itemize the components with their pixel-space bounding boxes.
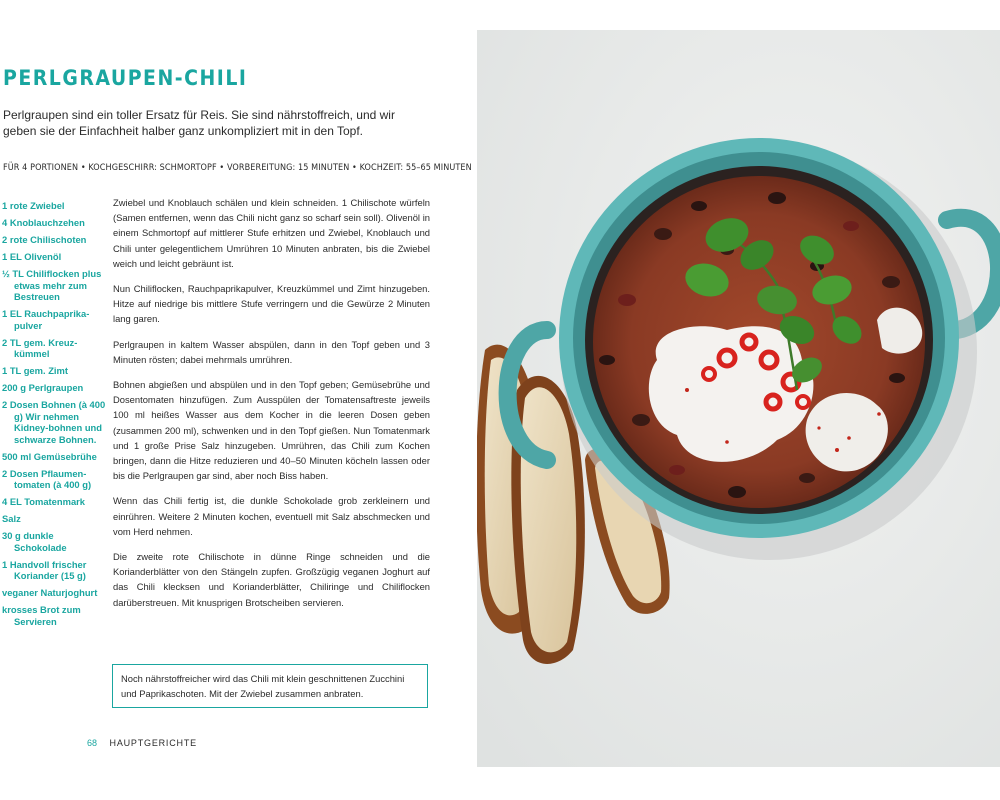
recipe-step: Zwiebel und Knoblauch schälen und klein schneiden. 1 Chilischote würfeln (Samen entfernen, wenn das Chili nicht ganz so scharf sein soll). Olivenöl in einem Schmortopf auf mittlerer Stufe erhitzen und Zwiebel, Knoblauch und Chili unter gelegentlichem Umrühren 10 Minuten anbraten, bis die Zwiebel weich und leicht gebräunt ist. [113, 197, 430, 269]
ingredient-item: Salz [2, 513, 21, 524]
ingredient-item: krosses Brot zum Servieren [2, 604, 81, 627]
recipe-step: Nun Chiliflocken, Rauchpaprikapulver, Kreuzkümmel und Zimt hinzugeben. Hitze auf niedrige bis mittlere Stufe verringern und die Gewürze 2 Minuten lang garen. [113, 283, 430, 325]
page-number: 68 [87, 738, 98, 748]
ingredient-item: 2 rote Chilischoten [2, 234, 87, 245]
ingredient-list [2, 200, 106, 633]
recipe-title: PERLGRAUPEN-CHILI [3, 66, 248, 90]
recipe-page [0, 0, 476, 800]
recipe-meta: FÜR 4 PORTIONEN • KOCHGESCHIRR: SCHMORTOPF • VORBEREITUNG: 15 MINUTEN • KOCHZEIT: 55–65 MINUTEN [3, 163, 472, 173]
ingredient-item: 30 g dunkle Schokolade [2, 530, 67, 553]
ingredient-item: 4 Knoblauchzehen [2, 217, 85, 228]
recipe-step: Wenn das Chili fertig ist, die dunkle Schokolade grob zerkleinern und einrühren. Weitere 2 Minuten kochen, eventuell mit Salz abschmecken und vom Herd nehmen. [113, 495, 430, 537]
recipe-steps [113, 195, 430, 620]
recipe-step: Die zweite rote Chilischote in dünne Ringe schneiden und die Korianderblätter von den Stängeln zupfen. Großzügig veganen Joghurt auf das Chili klecksen und Korianderblätter, Chiliringe und Chiliflocken darüberstreuen. Mit knusprigen Brotscheiben servieren. [113, 551, 430, 608]
ingredient-item: 4 EL Tomatenmark [2, 496, 86, 507]
ingredient-item: 200 g Perlgraupen [2, 382, 84, 393]
chili-pot-illustration [477, 30, 1000, 767]
recipe-intro: Perlgraupen sind ein toller Ersatz für Reis. Sie sind nährstoffreich, und wir geben sie der Einfachheit halber ganz unkompliziert mit in den Topf. [3, 108, 395, 138]
recipe-photo [477, 30, 1000, 767]
ingredient-item: veganer Naturjoghurt [2, 587, 98, 598]
ingredient-item: 1 EL Olivenöl [2, 251, 62, 262]
page-footer [87, 738, 197, 748]
recipe-step: Bohnen abgießen und abspülen und in den Topf geben; Gemüsebrühe und Dosentomaten hinzufügen. Zum Ausspülen der Tomatensaftreste jeweils 100 ml heißes Wasser aus dem Kocher in die leeren Dosen geben (zusammen 200 ml), schwenken und in den Topf gießen. Nun Tomatenmark und 1 große Prise Salz hinzugeben. Umrühren, das Chili zum Kochen bringen, dann die Hitze reduzieren und 40–50 Minuten köcheln lassen oder bis die Perlgraupen gar sind, aber noch Biss haben. [113, 379, 430, 482]
tip-box: Noch nährstoffreicher wird das Chili mit klein geschnittenen Zucchini und Paprikaschoten. Mit der Zwiebel zusammen anbraten. [112, 664, 428, 708]
ingredient-item: 1 Handvoll frischer Koriander (15 g) [2, 558, 87, 581]
ingredient-item: 2 TL gem. Kreuz-kümmel [2, 336, 78, 359]
ingredient-item: 2 Dosen Pflaumen-tomaten (à 400 g) [2, 467, 92, 490]
ingredient-item: 1 TL gem. Zimt [2, 365, 68, 376]
ingredient-item: ½ TL Chiliflocken plus etwas mehr zum Bestreuen [2, 268, 102, 302]
section-title: HAUPTGERICHTE [109, 738, 197, 748]
ingredient-item: 1 EL Rauchpaprika-pulver [2, 308, 90, 331]
ingredient-item: 1 rote Zwiebel [2, 200, 65, 211]
ingredient-item: 2 Dosen Bohnen (à 400 g) Wir nehmen Kidney-bohnen und schwarze Bohnen. [2, 399, 106, 445]
recipe-step: Perlgraupen in kaltem Wasser abspülen, dann in den Topf geben und 3 Minuten rösten; dabei mehrmals umrühren. [113, 338, 430, 365]
ingredient-item: 500 ml Gemüsebrühe [2, 450, 97, 462]
